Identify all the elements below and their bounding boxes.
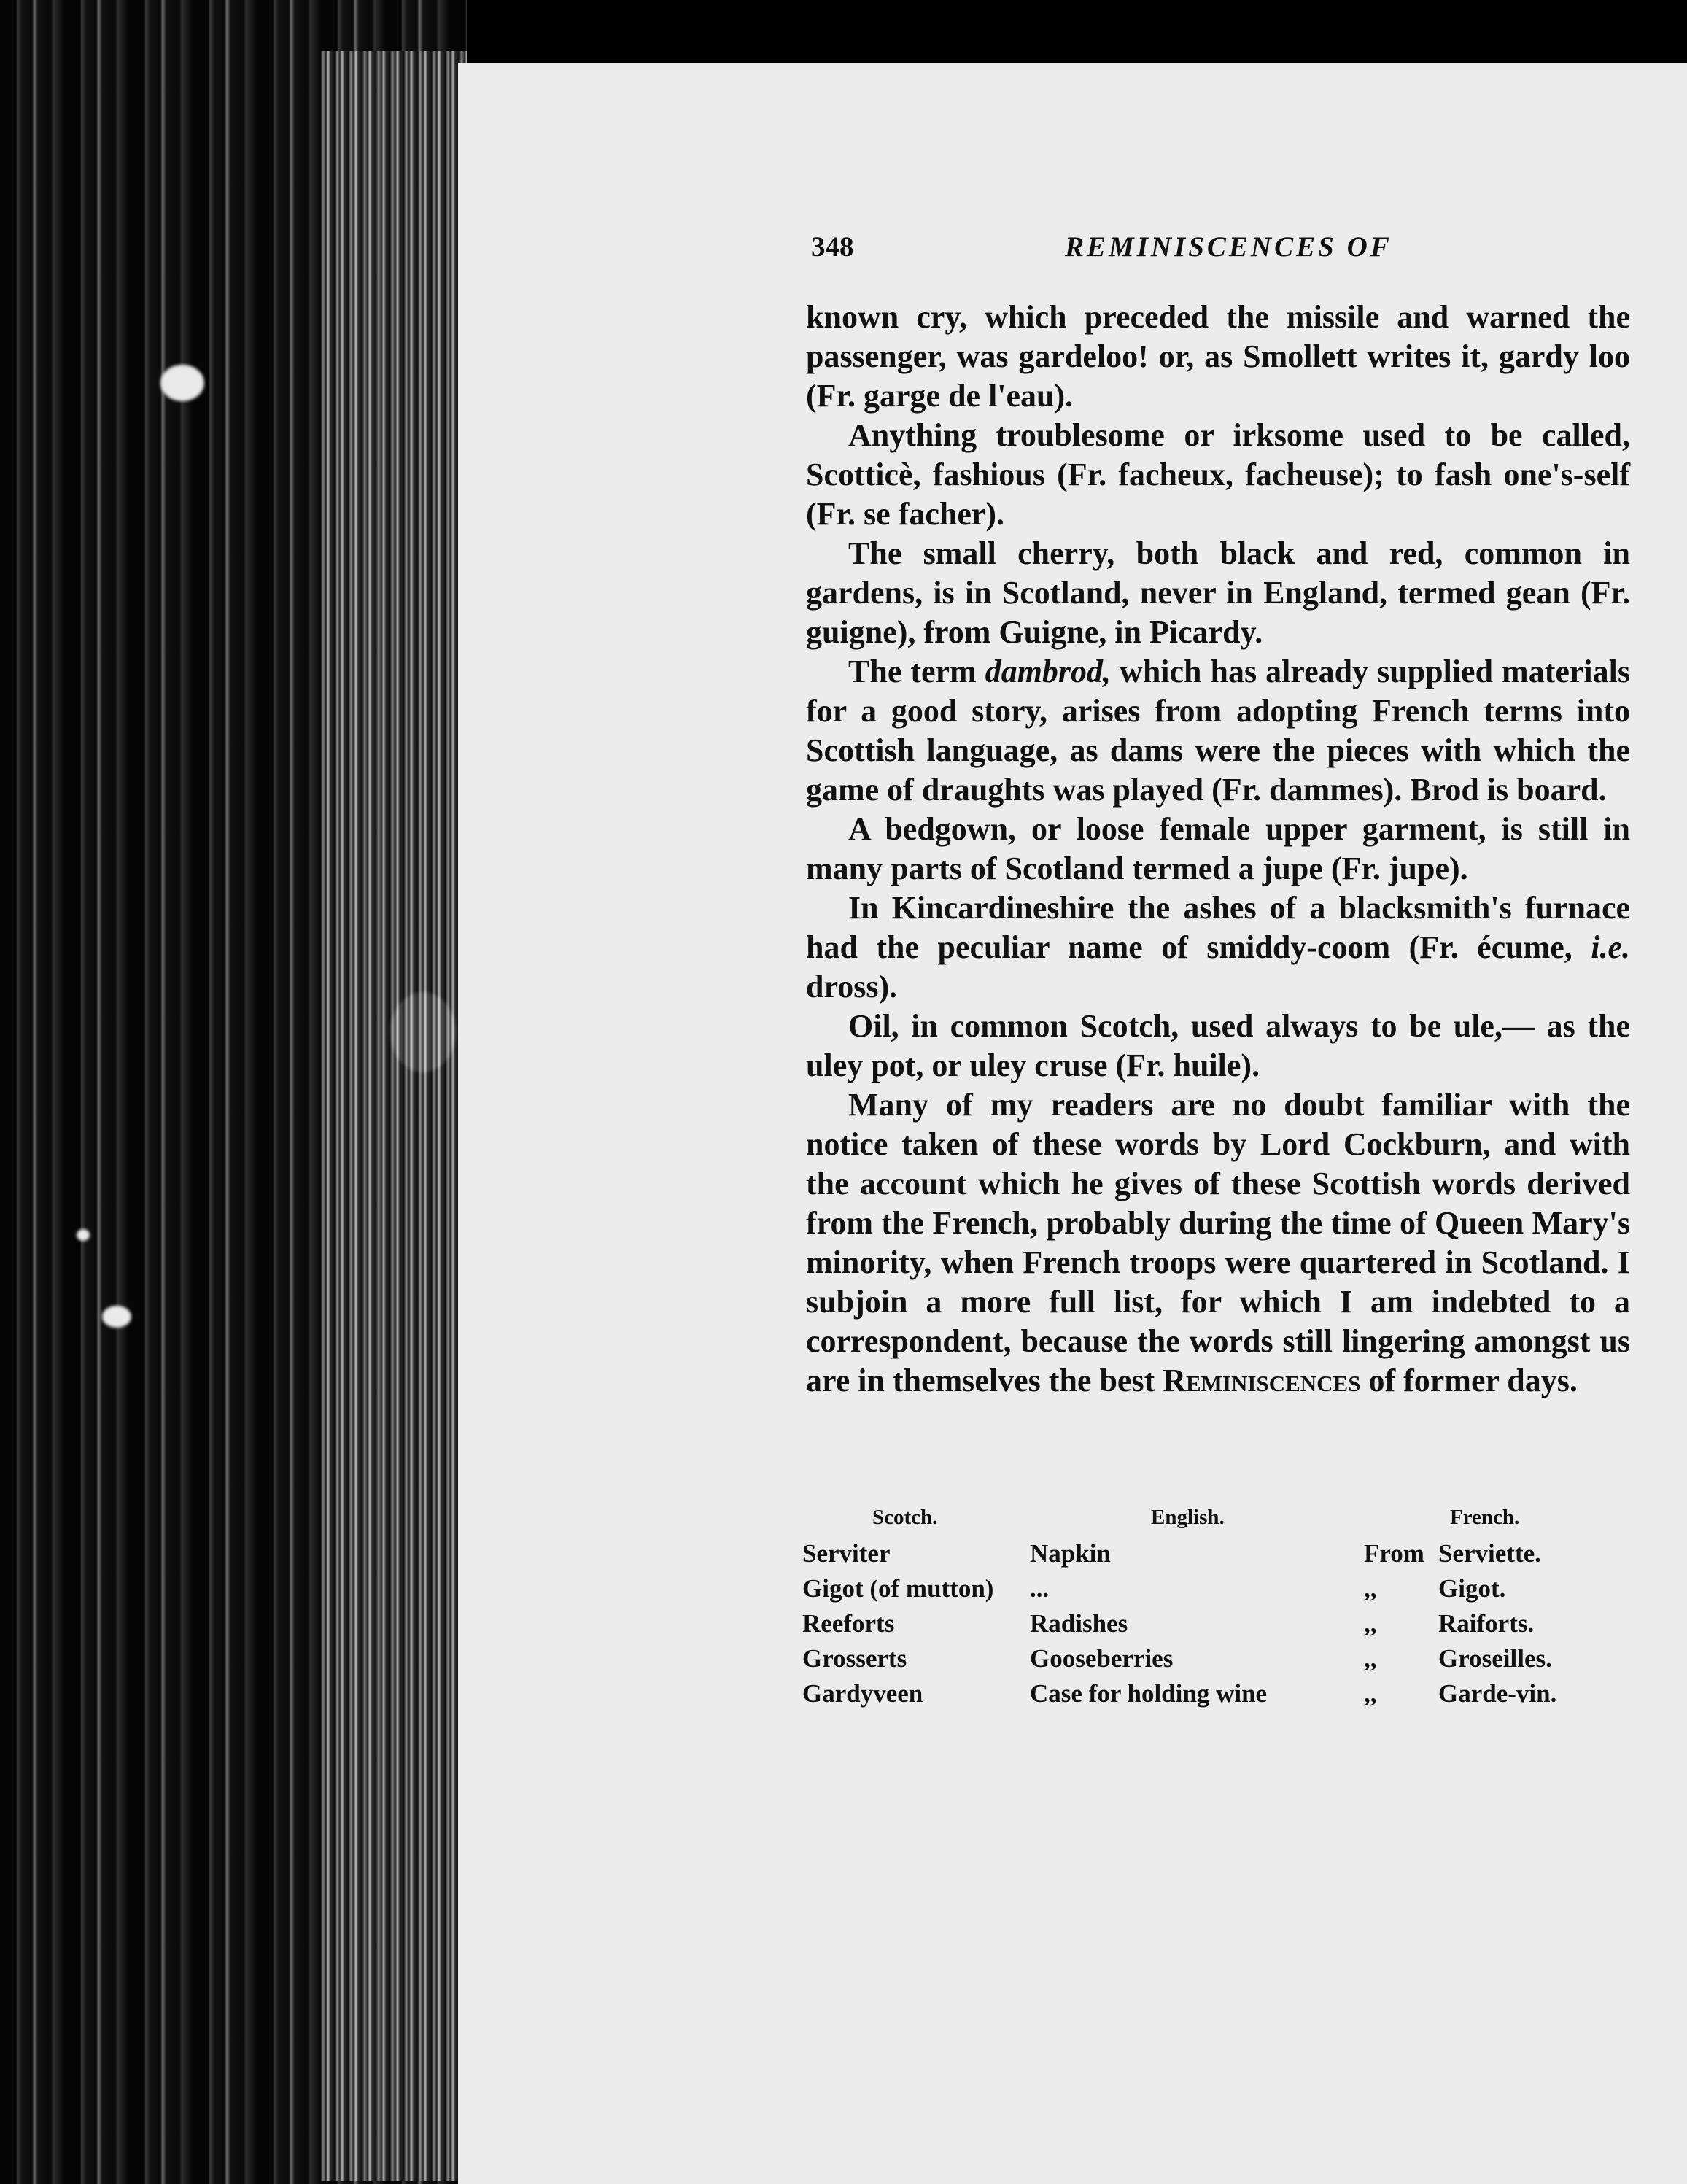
paragraph-text: dross).: [806, 969, 898, 1004]
ditto-marker: ,,: [1364, 1679, 1377, 1708]
paragraph: [806, 534, 1630, 652]
paragraph: [806, 1085, 1630, 1401]
scotch-term: Grosserts: [802, 1644, 907, 1673]
french-term: Gigot.: [1438, 1574, 1506, 1603]
paragraph: [806, 810, 1630, 888]
vocabulary-row: [802, 1644, 1634, 1679]
paragraph: [806, 888, 1630, 1007]
scan-blemish: [390, 992, 456, 1072]
running-head: [811, 231, 1409, 274]
paragraph-text: A bedgown, or loose female upper garment, is still in many parts of Scotland termed a jupe (Fr. jupe).: [806, 811, 1630, 886]
vocabulary-row: [802, 1609, 1634, 1644]
scotch-term: Gigot (of mutton): [802, 1574, 994, 1603]
header-english: English.: [1151, 1506, 1225, 1529]
paragraph: [806, 652, 1630, 810]
vocabulary-header: [802, 1506, 1634, 1539]
ditto-marker: ,,: [1364, 1609, 1377, 1638]
paragraph-text: The small cherry, both black and red, common in gardens, is in Scotland, never in England, termed gean (Fr. guigne), from Guigne, in Picardy.: [806, 535, 1630, 650]
paragraph: [806, 298, 1630, 416]
page-number: 348: [811, 231, 854, 263]
ditto-marker: ,,: [1364, 1644, 1377, 1673]
paragraph-text: The term: [848, 654, 985, 689]
paragraph: [806, 416, 1630, 534]
vocabulary-row: [802, 1574, 1634, 1609]
paragraph-text: i.e.: [1591, 929, 1630, 965]
book-page-edges: [0, 0, 467, 2184]
scan-blemish: [102, 1306, 131, 1328]
paragraph-text: In Kincardineshire the ashes of a blacksmith's furnace had the peculiar name of smiddy-coom (Fr. écume,: [806, 890, 1630, 965]
paragraph: [806, 1007, 1630, 1085]
header-scotch: Scotch.: [872, 1506, 938, 1529]
ditto-marker: ,,: [1364, 1574, 1377, 1603]
paragraph-text: Many of my readers are no doubt familiar with the notice taken of these words by Lord Cockburn, and with the account which he gives of these Scottish words derived from the French, probably during the time of Queen Mary's minority, when French troops were quartered in Scotland. I subjoin a more full list, for which I am indebted to a correspondent, because the words still lingering amongst us are in themselves the best: [806, 1087, 1630, 1398]
french-term: Serviette.: [1438, 1539, 1541, 1568]
scotch-term: Reeforts: [802, 1609, 895, 1638]
english-term: Napkin: [1030, 1539, 1111, 1568]
scotch-term: Gardyveen: [802, 1679, 923, 1708]
english-term: ...: [1030, 1574, 1050, 1603]
paragraph-text: Anything troublesome or irksome used to be called, Scotticè, fashious (Fr. facheux, facheuse); to fash one's-self (Fr. se facher).: [806, 417, 1630, 532]
french-term: Raiforts.: [1438, 1609, 1535, 1638]
english-term: Gooseberries: [1030, 1644, 1174, 1673]
paragraph-text: Reminiscences: [1163, 1363, 1361, 1398]
french-term: Garde-vin.: [1438, 1679, 1557, 1708]
scan-blemish: [77, 1229, 90, 1241]
paragraph-text: dambrod,: [985, 654, 1112, 689]
ditto-marker: From: [1364, 1539, 1424, 1568]
english-term: Radishes: [1030, 1609, 1128, 1638]
scan-blemish: [160, 365, 204, 401]
french-term: Groseilles.: [1438, 1644, 1552, 1673]
vocabulary-row: [802, 1539, 1634, 1574]
vocabulary-table: [802, 1506, 1634, 1714]
paragraph-text: Oil, in common Scotch, used always to be ule,— as the uley pot, or uley cruse (Fr. huile).: [806, 1008, 1630, 1083]
body-text: [806, 298, 1630, 1401]
running-head-title: REMINISCENCES OF: [1065, 231, 1392, 263]
header-french: French.: [1450, 1506, 1520, 1529]
scotch-term: Serviter: [802, 1539, 891, 1568]
english-term: Case for holding wine: [1030, 1679, 1268, 1708]
vocabulary-row: [802, 1679, 1634, 1714]
paragraph-text: of former days.: [1360, 1363, 1578, 1398]
paragraph-text: known cry, which preceded the missile and warned the passenger, was gardeloo! or, as Smollett writes it, gardy loo (Fr. garge de l'eau).: [806, 299, 1630, 414]
paragraph-text: which has already supplied materials for a good story, arises from adopting French terms into Scottish language, as dams were the pieces with which the game of draughts was played (Fr. dammes). Brod is board.: [806, 654, 1630, 808]
vocabulary-rows: [802, 1539, 1634, 1714]
